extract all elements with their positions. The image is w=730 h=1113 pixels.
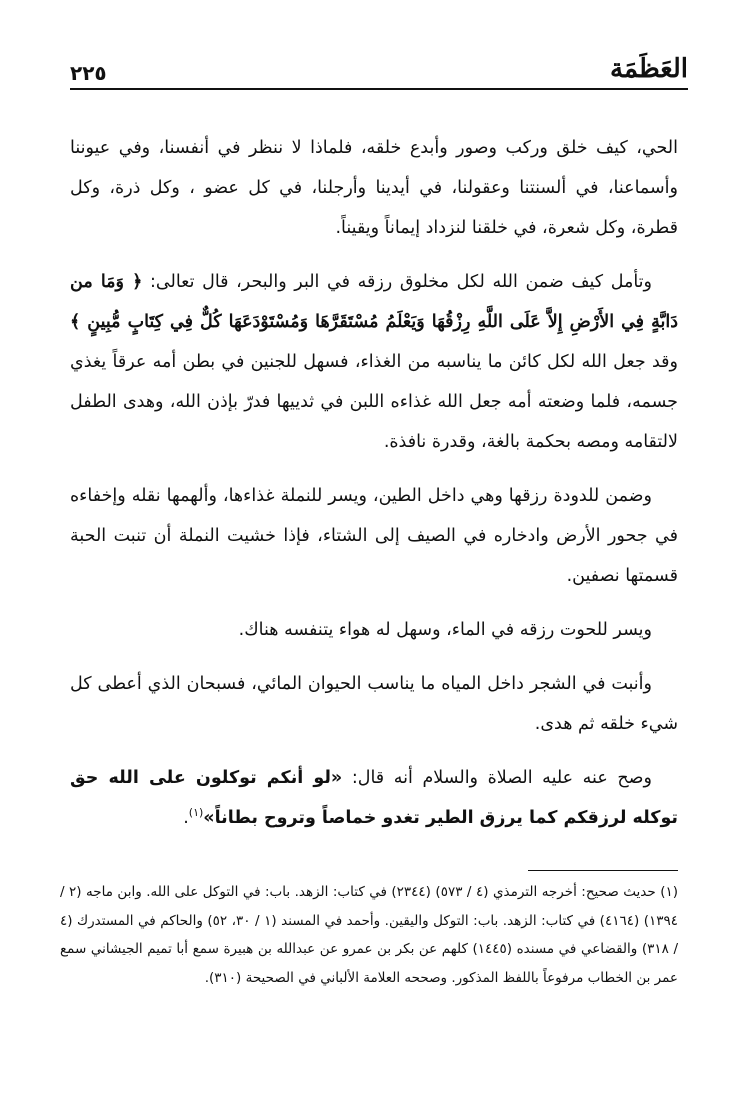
paragraph-6	[70, 758, 678, 838]
paragraph-1: الحي، كيف خلق وركب وصور وأبدع خلقه، فلماذا لا ننظر في أنفسنا، وفي عيوننا وأسماعنا، في ألسنتنا وعقولنا، في أيدينا وأرجلنا، في كل عضو ، وكل ذرة، وكل قطرة، وكل شعرة، في خلقنا لنزداد إيماناً ويقيناً.	[70, 138, 678, 238]
paragraph-3: وضمن للدودة رزقها وهي داخل الطين، ويسر للنملة غذاءها، وألهمها نقله وإخفاءه في جحور الأرض وادخاره في الصيف إلى الشتاء، فإذا خشيت النملة أن تنبت الحبة قسمتها نصفين.	[70, 486, 678, 586]
paragraph-5: وأنبت في الشجر داخل المياه ما يناسب الحيوان المائي، فسبحان الذي أعطى كل شيء خلقه ثم هدى.	[70, 674, 678, 734]
main-text	[70, 128, 678, 852]
page-number: ٢٢٥	[70, 61, 107, 85]
header-divider	[70, 88, 688, 90]
quran-verse: ﴿ وَمَا من دَابَّةٍ فِي الأَرْضِ إِلاَّ عَلَى اللَّهِ رِزْقُهَا وَيَعْلَمُ مُسْتَقَرَّهَا وَمُسْتَوْدَعَهَا كُلٌّ فِي كِتَابٍ مُّبِينٍ ﴾	[70, 272, 678, 332]
paragraph-6-intro: وصح عنه عليه الصلاة والسلام أنه قال:	[351, 768, 652, 788]
chapter-title: العَظَمَة	[610, 54, 688, 84]
paragraph-2	[70, 262, 678, 462]
footnotes	[60, 878, 678, 992]
paragraph-2-intro: وتأمل كيف ضمن الله لكل مخلوق رزقه في البر والبحر، قال تعالى:	[150, 272, 652, 292]
paragraph-2-rest: وقد جعل الله لكل كائن ما يناسبه من الغذاء، فسهل للجنين في بطن أمه عرقاً يغذي جسمه، فلما وضعته أمه جعل الله غذاءه اللبن في ثدييها فدرّ بإذن الله، وهدى الطفل لالتقامه ومصه بحكمة بالغة، وقدرة نافذة.	[70, 352, 678, 452]
footnote-reference: (١)	[188, 806, 204, 820]
paragraph-4: ويسر للحوت رزقه في الماء، وسهل له هواء يتنفسه هناك.	[238, 620, 652, 640]
footnote-divider	[528, 870, 678, 871]
paragraph-6-end: .	[183, 808, 189, 828]
hadith-quote: «لو أنكم توكلون على الله حق توكله لرزقكم كما يرزق الطير تغدو خماصاً وتروح بطاناً»	[70, 768, 678, 828]
footnote-1: (١) حديث صحيح: أخرجه الترمذي (٤ / ٥٧٣) (٢٣٤٤) في كتاب: الزهد. باب: في التوكل على الله. وابن ماجه (٢ / ١٣٩٤) (٤١٦٤) في كتاب: الزهد. باب: التوكل واليقين. وأحمد في المسند (١ / ٣٠، ٥٢) والحاكم في المستدرك (٤ / ٣١٨) والقضاعي في مسنده (١٤٤٥) كلهم عن بكر بن عمرو عن عبدالله بن هبيرة سمع أبا تميم الجيشاني سمع عمر بن الخطاب مرفوعاً باللفظ المذكور. وصححه العلامة الألباني في الصحيحة (٣١٠).	[60, 884, 679, 986]
page-header	[70, 52, 688, 92]
